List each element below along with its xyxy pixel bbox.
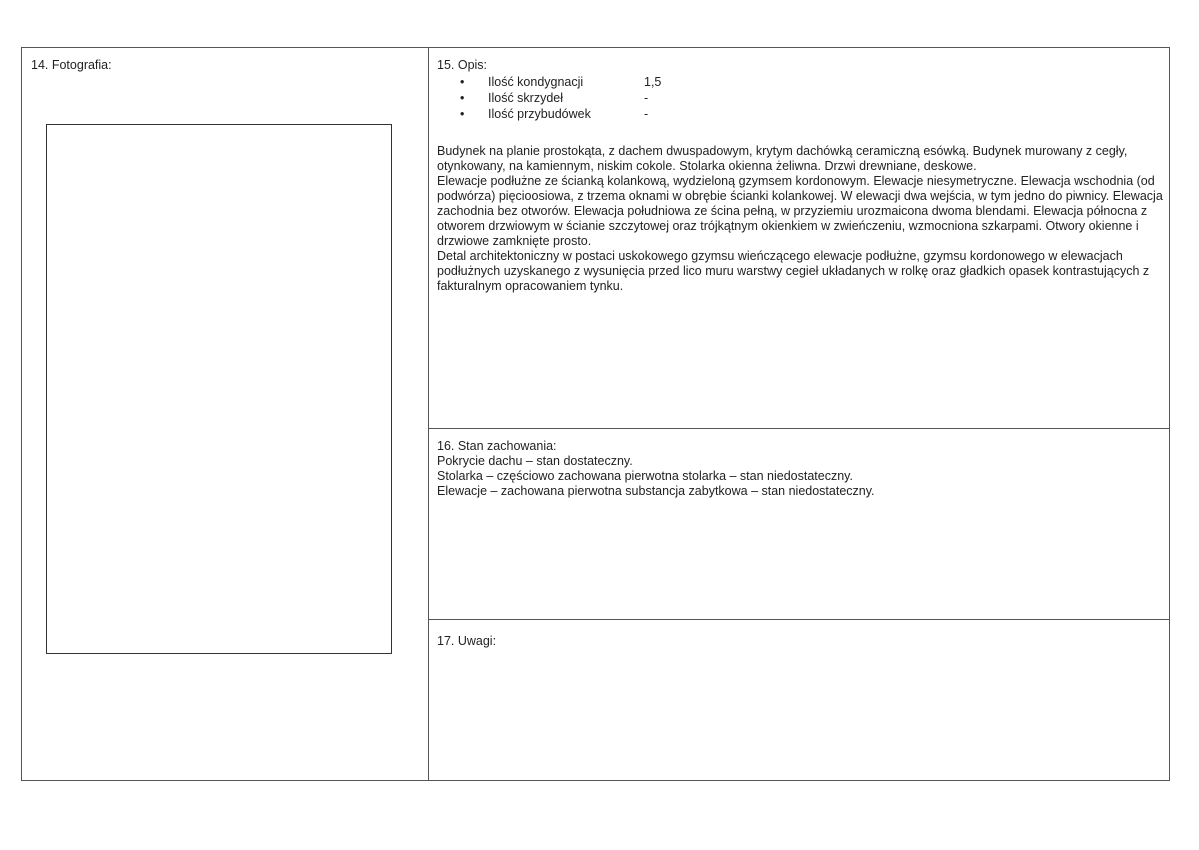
feature-value: - [644, 91, 649, 105]
feature-value: 1,5 [644, 75, 662, 89]
column-divider [428, 47, 429, 781]
description-paragraph: Budynek na planie prostokąta, z dachem dwuspadowym, krytym dachówką ceramiczną esówką. Budynek murowany z cegły, otynkowany, na kamiennym, niskim cokole. Stolarka okienna żeliwna. Drzwi drewniane, deskowe. [437, 144, 1128, 173]
feature-name: Ilość przybudówek [488, 107, 591, 121]
row-divider-condition [428, 428, 1170, 429]
feature-name: Ilość kondygnacji [488, 75, 584, 89]
feature-name: Ilość skrzydeł [488, 91, 564, 105]
photo-placeholder-frame [46, 124, 392, 654]
remarks-heading: 17. Uwagi: [437, 634, 497, 648]
condition-line: Stolarka – częściowo zachowana pierwotna stolarka – stan niedostateczny. [437, 469, 853, 483]
condition-line: Pokrycie dachu – stan dostateczny. [437, 454, 633, 468]
bullet-icon: • [460, 91, 465, 105]
bullet-icon: • [460, 75, 465, 89]
condition-line: Elewacje – zachowana pierwotna substancja zabytkowa – stan niedostateczny. [437, 484, 875, 498]
bullet-icon: • [460, 107, 465, 121]
photo-heading: 14. Fotografia: [31, 58, 112, 72]
description-text [437, 144, 1163, 294]
row-divider-remarks [428, 619, 1170, 620]
description-heading: 15. Opis: [437, 58, 488, 72]
condition-section [437, 439, 875, 499]
feature-value: - [644, 107, 649, 121]
condition-heading: 16. Stan zachowania: [437, 439, 557, 453]
description-paragraph: Elewacje podłużne ze ścianką kolankową, wydzieloną gzymsem kordonowym. Elewacje niesymetryczne. Elewacja wschodnia (od podwórza) pięcioosiowa, z trzema oknami w obrębie ścianki kolankowej. W elewacji dwa wejścia, w tym jedno do piwnicy. Elewacja zachodnia bez otworów. Elewacja południowa ze ścina pełną, w przyziemiu urozmaicona dwoma blendami. Elewacja północna z otworem drzwiowym w ścianie szczytowej oraz trójkątnym okienkiem w zwieńczeniu, wzmocniona szkarpami. Otwory okienne i drzwiowe zamknięte prosto. [437, 174, 1163, 248]
description-paragraph: Detal architektoniczny w postaci uskokowego gzymsu wieńczącego elewacje podłużne, gzymsu kordonowego w elewacjach podłużnych uzyskanego z wysunięcia przed lico muru warstwy cegieł układanych w rolkę oraz gładkich opasek kontrastujących z fakturalnym opracowaniem tynku. [437, 249, 1150, 293]
